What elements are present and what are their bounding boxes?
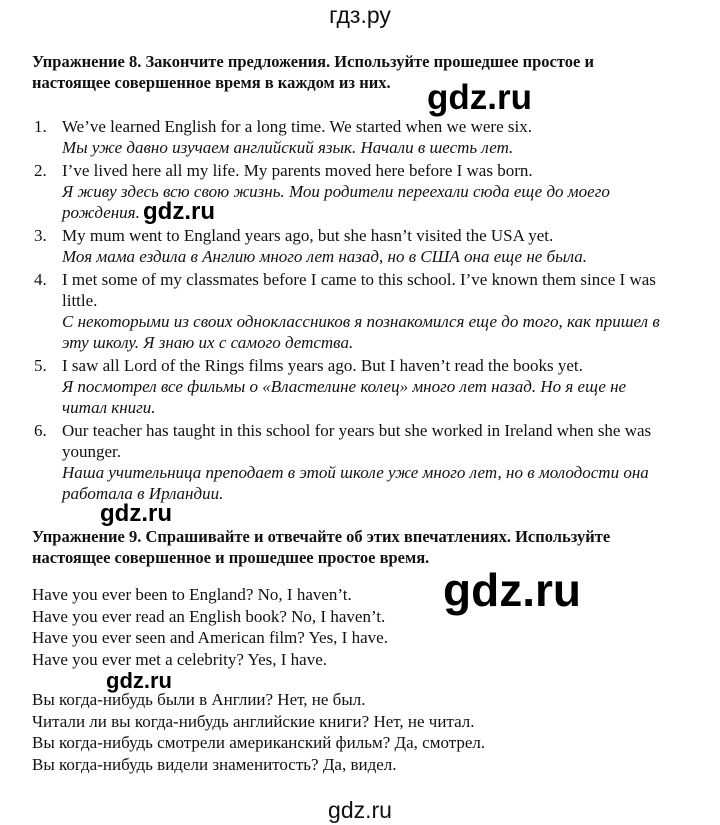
item-number: 4. bbox=[34, 270, 47, 289]
dialogue-line: Have you ever been to England? No, I haven’t. bbox=[32, 585, 352, 604]
list-item bbox=[32, 420, 672, 504]
english-sentence: I saw all Lord of the Rings films years ago. But I haven’t read the books yet. bbox=[62, 356, 583, 375]
watermark: gdz.ru bbox=[100, 500, 172, 527]
site-footer[interactable]: gdz.ru bbox=[328, 797, 392, 823]
exercise-8-list bbox=[32, 116, 672, 506]
dialogue-line: Have you ever met a celebrity? Yes, I have. bbox=[32, 649, 328, 669]
english-sentence: I’ve lived here all my life. My parents moved here before I was born. bbox=[62, 161, 533, 180]
russian-translation: Моя мама ездила в Англию много лет назад, но в США она еще не была. bbox=[62, 247, 587, 266]
item-number: 5. bbox=[34, 356, 47, 375]
english-sentence: We’ve learned English for a long time. We started when we were six. bbox=[62, 117, 532, 136]
list-item bbox=[32, 355, 672, 418]
dialogue-line: Have you ever seen and American film? Yes, I have. bbox=[32, 628, 388, 647]
list-item bbox=[32, 225, 672, 267]
list-item bbox=[32, 160, 672, 223]
watermark: gdz.ru bbox=[427, 78, 532, 117]
english-sentence: I met some of my classmates before I came to this school. I’ve known them since I was little. bbox=[62, 270, 656, 310]
exercise-8-heading: Упражнение 8. Закончите предложения. Используйте прошедшее простое и настоящее совершенное время в каждом из них. bbox=[32, 52, 594, 92]
dialogue-line: Have you ever read an English book? No, I haven’t. bbox=[32, 606, 386, 626]
russian-translation: Наша учительница преподает в этой школе уже много лет, но в молодости она работала в Ирландии. bbox=[62, 463, 649, 503]
english-sentence: Our teacher has taught in this school for years but she worked in Ireland when she was younger. bbox=[62, 421, 652, 461]
russian-translation: Мы уже давно изучаем английский язык. Начали в шесть лет. bbox=[62, 138, 514, 157]
item-number: 6. bbox=[34, 421, 47, 440]
dialogue-line: Вы когда-нибудь были в Англии? Нет, не был. bbox=[32, 690, 366, 709]
russian-dialogue bbox=[32, 689, 672, 775]
russian-translation: Я посмотрел все фильмы о «Властелине колец» много лет назад. Но я еще не читал книги. bbox=[62, 377, 627, 417]
item-number: 1. bbox=[34, 117, 47, 136]
list-item bbox=[32, 116, 672, 158]
item-number: 2. bbox=[34, 161, 47, 180]
exercise-9-heading: Упражнение 9. Спрашивайте и отвечайте об этих впечатлениях. Используйте настоящее совершенное и прошедшее простое время. bbox=[32, 527, 611, 567]
dialogue-line: Вы когда-нибудь смотрели американский фильм? Да, смотрел. bbox=[32, 733, 486, 752]
russian-translation: С некоторыми из своих одноклассников я познакомился еще до того, как пришел в эту школу. Я знаю их с самого детства. bbox=[62, 312, 660, 352]
dialogue-line: Вы когда-нибудь видели знаменитость? Да, видел. bbox=[32, 754, 397, 774]
dialogue-line: Читали ли вы когда-нибудь английские книги? Нет, не читал. bbox=[32, 711, 475, 731]
item-number: 3. bbox=[34, 226, 47, 245]
english-sentence: My mum went to England years ago, but she hasn’t visited the USA yet. bbox=[62, 226, 554, 245]
russian-translation: Я живу здесь всю свою жизнь. Мои родители переехали сюда еще до моего рождения. bbox=[62, 182, 610, 222]
watermark: gdz.ru bbox=[106, 668, 172, 693]
watermark: gdz.ru bbox=[143, 198, 215, 225]
site-header: гдз.ру bbox=[329, 2, 391, 28]
watermark: gdz.ru bbox=[443, 564, 581, 616]
list-item bbox=[32, 269, 672, 353]
